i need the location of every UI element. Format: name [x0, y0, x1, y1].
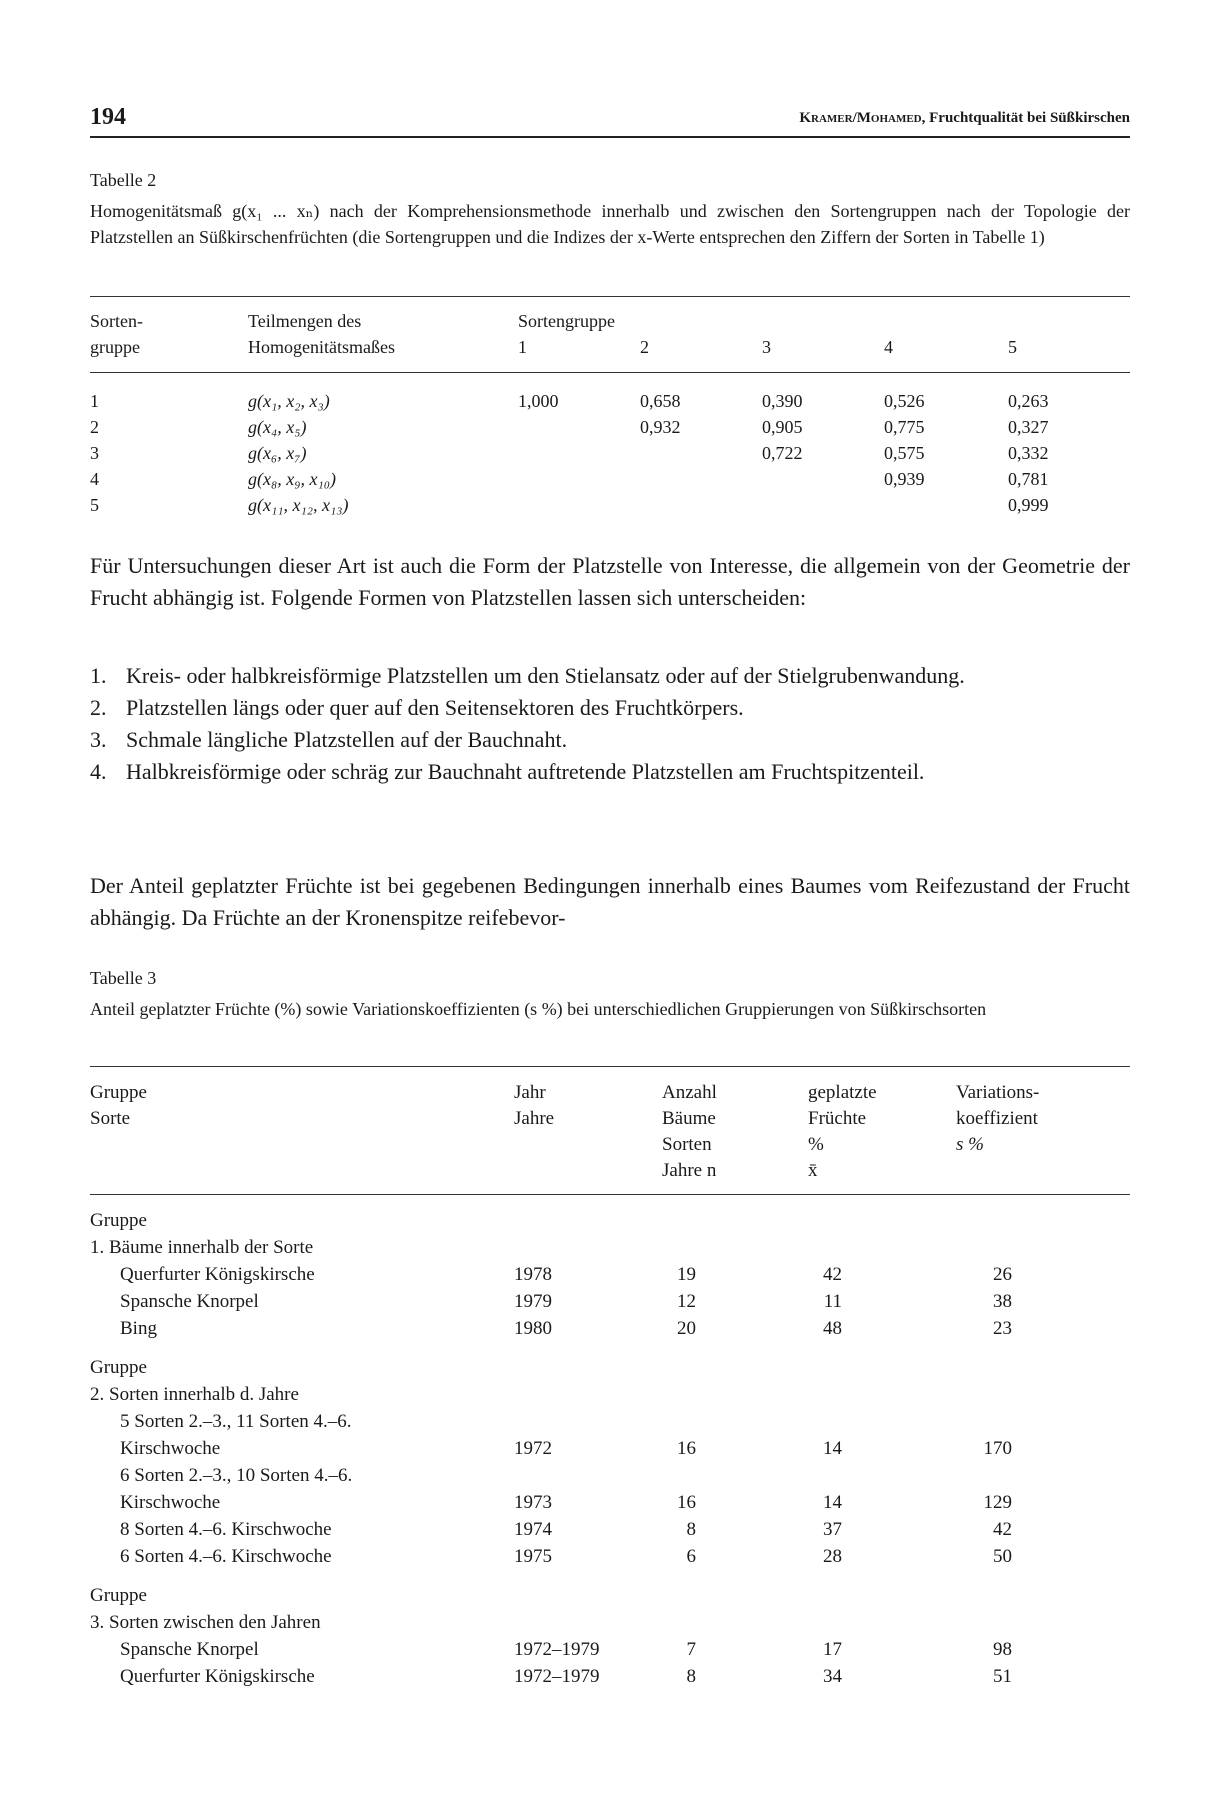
- t2-row3-subset: g(x₆, x₇): [248, 443, 307, 463]
- t3-s1-r2-cv: 38: [993, 1291, 1012, 1312]
- t2-col-num-2: 2: [640, 337, 649, 357]
- t2-row2-v3: 0,905: [762, 417, 803, 437]
- t3-s1-r3-n: 20: [677, 1318, 696, 1339]
- t3-s1-r3-label: Bing: [120, 1318, 157, 1339]
- t3-s2-r1-cv: 170: [983, 1438, 1012, 1459]
- t3-s3-r2-year: 1972–1979: [514, 1666, 600, 1687]
- t3-s2-r3-label: 8 Sorten 4.–6. Kirschwoche: [120, 1519, 332, 1540]
- t3-s2-r2-year: 1973: [514, 1492, 552, 1513]
- t3-s2-r4-label: 6 Sorten 4.–6. Kirschwoche: [120, 1546, 332, 1567]
- list-item-text: Platzstellen längs oder quer auf den Seitensektoren des Fruchtkörpers.: [126, 695, 744, 720]
- t3-s2-title: 2. Sorten innerhalb d. Jahre: [90, 1384, 299, 1405]
- t2-row3-v4: 0,575: [884, 443, 925, 463]
- t3-s3-r1-pct: 17: [823, 1639, 842, 1660]
- t2-row3-group: 3: [90, 443, 99, 463]
- t2-row4-group: 4: [90, 469, 99, 489]
- t2-row1-group: 1: [90, 391, 99, 411]
- t3-h-c4-3: %: [808, 1134, 824, 1155]
- list-item: [90, 692, 1130, 724]
- t3-h-c3-2: Bäume: [662, 1108, 716, 1129]
- page-header: [90, 104, 1130, 138]
- t2-row1-v3: 0,390: [762, 391, 803, 411]
- t3-h-c2-1: Jahr: [514, 1082, 546, 1103]
- table2-header-rule: [90, 372, 1130, 373]
- list-item-number: 1.: [90, 663, 107, 688]
- t3-s3-r1-cv: 98: [993, 1639, 1012, 1660]
- t2-row1-v1: 1,000: [518, 391, 559, 411]
- t3-h-c5-2: koeffizient: [956, 1108, 1038, 1129]
- t3-s3-r1-year: 1972–1979: [514, 1639, 600, 1660]
- t3-s2-r1-label-1: 5 Sorten 2.–3., 11 Sorten 4.–6.: [120, 1411, 352, 1432]
- t2-row5-v5: 0,999: [1008, 495, 1049, 515]
- t3-s1-word: Gruppe: [90, 1210, 147, 1231]
- t3-s2-r4-n: 6: [686, 1546, 696, 1567]
- list-item-number: 3.: [90, 727, 107, 752]
- list-item: [90, 756, 1130, 788]
- t3-s3-r1-n: 7: [686, 1639, 696, 1660]
- t2-row2-v4: 0,775: [884, 417, 925, 437]
- t2-row4-subset: g(x₈, x₉, x₁₀): [248, 469, 336, 489]
- t2-row4-v5: 0,781: [1008, 469, 1049, 489]
- t3-s2-r3-n: 8: [686, 1519, 696, 1540]
- t3-h-c4-1: geplatzte: [808, 1082, 877, 1103]
- t2-col-num-4: 4: [884, 337, 893, 357]
- t3-s2-r2-label-2: Kirschwoche: [120, 1492, 221, 1513]
- list-item: [90, 660, 1130, 692]
- t3-s2-r1-label-2: Kirschwoche: [120, 1438, 221, 1459]
- t2-col-num-3: 3: [762, 337, 771, 357]
- t2-col-num-1: 1: [518, 337, 527, 357]
- t2-col-group-h1: Sorten-: [90, 311, 143, 331]
- t3-h-c4-2: Früchte: [808, 1108, 867, 1129]
- t3-s2-r3-cv: 42: [993, 1519, 1012, 1540]
- t3-h-c5-3: s %: [956, 1134, 984, 1155]
- table3-top-rule: [90, 1066, 1130, 1067]
- t3-s1-r1-cv: 26: [993, 1264, 1012, 1285]
- t3-s2-word: Gruppe: [90, 1357, 147, 1378]
- table2-top-rule: [90, 296, 1130, 297]
- t2-row4-v4: 0,939: [884, 469, 925, 489]
- t3-s1-r1-n: 19: [677, 1264, 696, 1285]
- table2-caption: Homogenitätsmaß g(x₁ ... xₙ) nach der Komprehensionsmethode innerhalb und zwischen den Sortengruppen nach der Topologie der Platzstellen an Süßkirschenfrüchten (die Sortengruppen und die Indizes der x-Werte entsprechen den Ziffern der Sorten in Tabelle 1): [90, 201, 1130, 247]
- t3-s1-r1-pct: 42: [823, 1264, 842, 1285]
- t3-h-c2-2: Jahre: [514, 1108, 555, 1129]
- t2-col-subset-h1: Teilmengen des: [248, 311, 362, 331]
- t3-s2-r4-cv: 50: [993, 1546, 1012, 1567]
- t2-row1-subset: g(x₁, x₂, x₃): [248, 391, 330, 411]
- t2-row1-v2: 0,658: [640, 391, 681, 411]
- t3-s1-r2-n: 12: [677, 1291, 696, 1312]
- table3-header-rule: [90, 1194, 1130, 1195]
- t2-row3-v3: 0,722: [762, 443, 803, 463]
- list-item-text: Kreis- oder halbkreisförmige Platzstellen um den Stielansatz oder auf der Stielgrubenwandung.: [126, 663, 965, 688]
- t2-col-sortengruppe-h: Sortengruppe: [518, 311, 615, 331]
- t3-s1-r2-label: Spansche Knorpel: [120, 1291, 259, 1312]
- list-item-number: 4.: [90, 759, 107, 784]
- t2-col-group-h2: gruppe: [90, 337, 140, 357]
- t3-s1-r1-label: Querfurter Königskirsche: [120, 1264, 315, 1285]
- t3-s1-r2-year: 1979: [514, 1291, 552, 1312]
- t3-h-c1-1: Gruppe: [90, 1082, 147, 1103]
- t3-h-c3-3: Sorten: [662, 1134, 712, 1155]
- t3-s3-r2-pct: 34: [823, 1666, 842, 1687]
- t3-s2-r2-pct: 14: [823, 1492, 842, 1513]
- paragraph-1: Für Untersuchungen dieser Art ist auch die Form der Platzstelle von Interesse, die allgemein von der Geometrie der Frucht abhängig ist. Folgende Formen von Platzstellen lassen sich unterscheiden:: [90, 553, 1130, 610]
- t3-s2-r2-label-1: 6 Sorten 2.–3., 10 Sorten 4.–6.: [120, 1465, 353, 1486]
- list-item: [90, 724, 1130, 756]
- t2-row2-group: 2: [90, 417, 99, 437]
- t3-s2-r1-pct: 14: [823, 1438, 842, 1459]
- t3-s2-r2-cv: 129: [983, 1492, 1012, 1513]
- t3-s1-r3-cv: 23: [993, 1318, 1012, 1339]
- t2-row2-v5: 0,327: [1008, 417, 1049, 437]
- t3-h-c3-4: Jahre n: [662, 1160, 717, 1181]
- t2-row5-group: 5: [90, 495, 99, 515]
- t2-row2-subset: g(x₄, x₅): [248, 417, 307, 437]
- t2-row1-v4: 0,526: [884, 391, 925, 411]
- t2-col-subset-h2: Homogenitätsmaßes: [248, 337, 395, 357]
- list-item-number: 2.: [90, 695, 107, 720]
- t3-s3-r2-n: 8: [686, 1666, 696, 1687]
- t3-s2-r1-year: 1972: [514, 1438, 552, 1459]
- t2-row1-v5: 0,263: [1008, 391, 1049, 411]
- t3-s1-r1-year: 1978: [514, 1264, 552, 1285]
- table3-caption: Anteil geplatzter Früchte (%) sowie Variationskoeffizienten (s %) bei unterschiedlichen Gruppierungen von Süßkirschsorten: [90, 999, 987, 1019]
- running-head: [799, 110, 1130, 127]
- t2-col-num-5: 5: [1008, 337, 1017, 357]
- t2-row2-v2: 0,932: [640, 417, 681, 437]
- t3-s2-r2-n: 16: [677, 1492, 696, 1513]
- t3-s3-r2-cv: 51: [993, 1666, 1012, 1687]
- t3-s1-r2-pct: 11: [823, 1291, 842, 1312]
- t3-h-c4-4: x̄: [808, 1160, 818, 1181]
- t3-s1-r3-year: 1980: [514, 1318, 552, 1339]
- t3-s3-title: 3. Sorten zwischen den Jahren: [90, 1612, 321, 1633]
- t2-row3-v5: 0,332: [1008, 443, 1049, 463]
- t3-h-c5-1: Variations-: [956, 1082, 1040, 1103]
- table2-label: Tabelle 2: [90, 170, 157, 190]
- t3-s2-r4-pct: 28: [823, 1546, 842, 1567]
- running-head-authors: Kramer/Mohamed,: [799, 110, 926, 126]
- list-item-text: Halbkreisförmige oder schräg zur Bauchnaht auftretende Platzstellen am Fruchtspitzenteil.: [126, 759, 925, 784]
- paragraph-2: Der Anteil geplatzter Früchte ist bei gegebenen Bedingungen innerhalb eines Baumes vom Reifezustand der Frucht abhängig. Da Früchte an der Kronenspitze reifebevor-: [90, 873, 1130, 930]
- t3-s2-r3-pct: 37: [823, 1519, 842, 1540]
- platzstellen-list: [90, 660, 1130, 788]
- t3-s2-r3-year: 1974: [514, 1519, 552, 1540]
- t3-s1-r3-pct: 48: [823, 1318, 842, 1339]
- t2-row5-subset: g(x₁₁, x₁₂, x₁₃): [248, 495, 349, 515]
- t3-h-c3-1: Anzahl: [662, 1082, 717, 1103]
- table3-label: Tabelle 3: [90, 968, 157, 988]
- t3-s3-r2-label: Querfurter Königskirsche: [120, 1666, 315, 1687]
- t3-s2-r4-year: 1975: [514, 1546, 552, 1567]
- t3-s3-r1-label: Spansche Knorpel: [120, 1639, 259, 1660]
- running-head-title: Fruchtqualität bei Süßkirschen: [929, 110, 1130, 126]
- list-item-text: Schmale längliche Platzstellen auf der Bauchnaht.: [126, 727, 568, 752]
- t3-h-c1-2: Sorte: [90, 1108, 131, 1129]
- t3-s3-word: Gruppe: [90, 1585, 147, 1606]
- page-number: 194: [90, 104, 126, 130]
- t3-s1-title: 1. Bäume innerhalb der Sorte: [90, 1237, 314, 1258]
- t3-s2-r1-n: 16: [677, 1438, 696, 1459]
